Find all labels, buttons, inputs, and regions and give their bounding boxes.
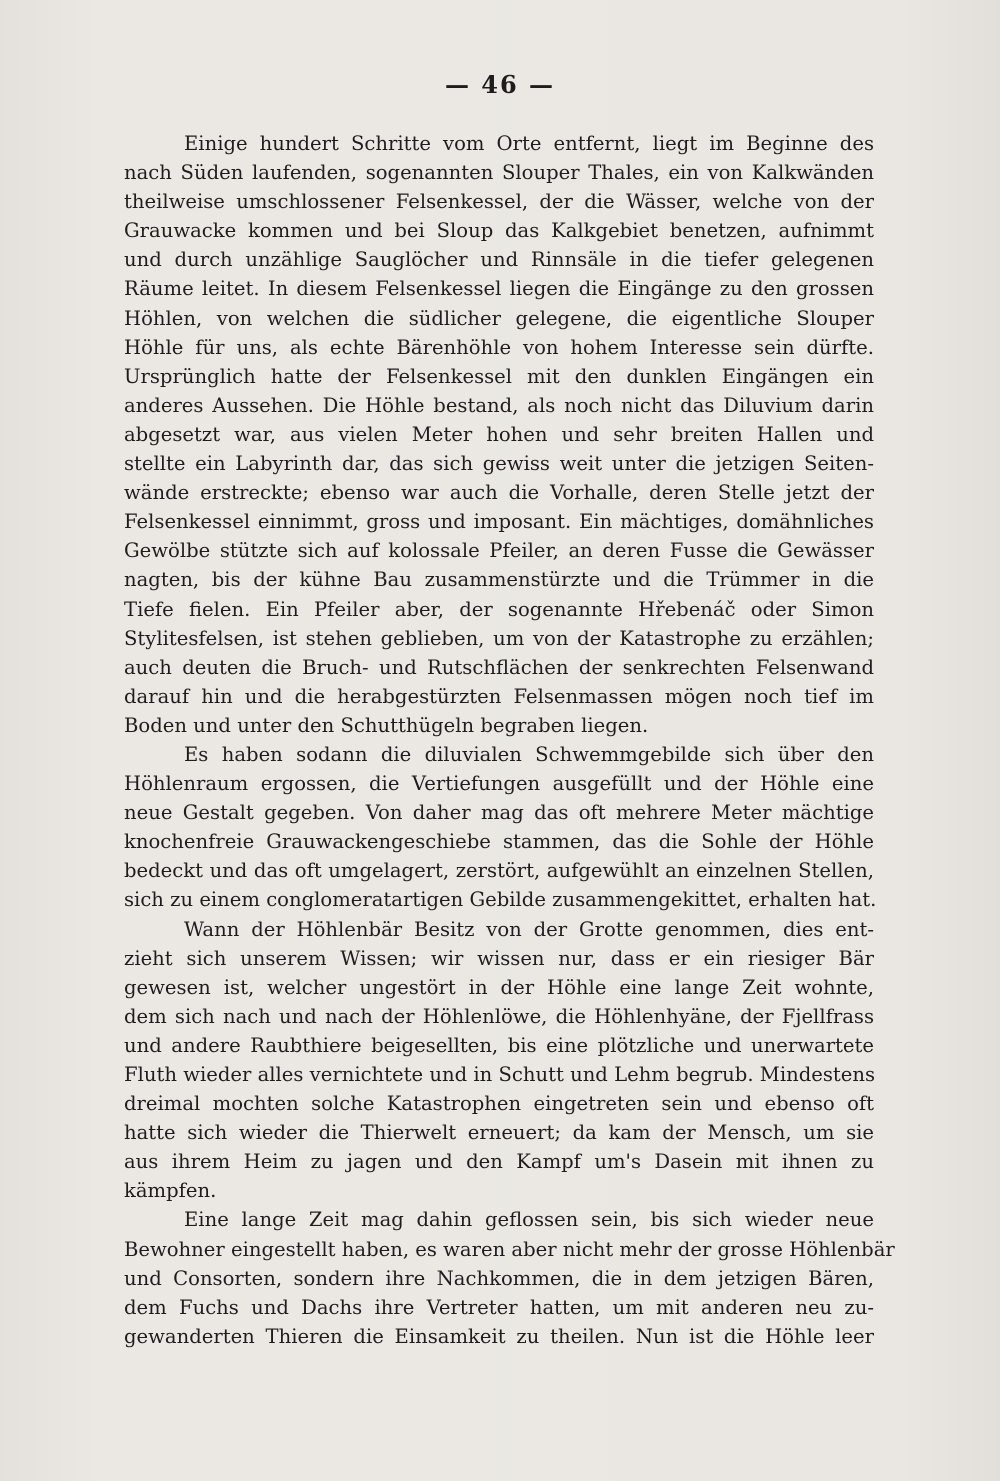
text-line: Eine lange Zeit mag dahin geflossen sein, bis sich wieder neue [184, 1208, 874, 1232]
text-line: wände erstreckte; ebenso war auch die Vorhalle, deren Stelle jetzt der [124, 481, 874, 505]
page-number: — 46 — [444, 70, 556, 99]
text-line: Tiefe fielen. Ein Pfeiler aber, der sogenannte Hřebenáč oder Simon [124, 597, 874, 621]
text-line: Gewölbe stützte sich auf kolossale Pfeiler, an deren Fusse die Gewässer [124, 539, 874, 563]
bleed-through-mark [620, 1350, 840, 1372]
paragraph [124, 740, 877, 915]
text-line: Grauwacke kommen und bei Sloup das Kalkgebiet benetzen, aufnimmt [124, 219, 874, 243]
text-line: Bewohner eingestellt haben, es waren aber nicht mehr der grosse Höhlenbär [124, 1237, 895, 1261]
text-line: gewesen ist, welcher ungestört in der Höhle eine lange Zeit wohnte, [124, 975, 874, 999]
text-line: nach Süden laufenden, sogenannten Slouper Thales, ein von Kalkwänden [124, 161, 874, 185]
text-line: theilweise umschlossener Felsenkessel, der die Wässer, welche von der [124, 190, 874, 214]
text-line: und andere Raubthiere beigesellten, bis eine plötzliche und unerwartete [124, 1033, 874, 1057]
text-line: Es haben sodann die diluvialen Schwemmgebilde sich über den [184, 742, 874, 766]
paragraph [124, 129, 874, 740]
text-line: nagten, bis der kühne Bau zusammenstürzte und die Trümmer in die [124, 568, 874, 592]
text-line: abgesetzt war, aus vielen Meter hohen und sehr breiten Hallen und [124, 422, 874, 446]
text-line: Boden und unter den Schutthügeln begraben liegen. [124, 713, 649, 737]
text-line: Räume leitet. In diesem Felsenkessel liegen die Eingänge zu den grossen [124, 277, 874, 301]
text-line: Felsenkessel einnimmt, gross und imposant. Ein mächtiges, domähnliches [124, 510, 874, 534]
text-line: Stylitesfelsen, ist stehen geblieben, um von der Katastrophe zu erzählen; [124, 626, 874, 650]
text-line: knochenfreie Grauwackengeschiebe stammen, das die Sohle der Höhle [124, 830, 874, 854]
text-line: dem Fuchs und Dachs ihre Vertreter hatten, um mit anderen neu zu- [124, 1295, 874, 1319]
text-line: neue Gestalt gegeben. Von daher mag das oft mehrere Meter mächtige [124, 801, 874, 825]
text-line: Wann der Höhlenbär Besitz von der Grotte genommen, dies ent- [184, 917, 874, 941]
text-line: sich zu einem conglomeratartigen Gebilde zusammengekittet, erhalten hat. [124, 888, 877, 912]
text-line: und Consorten, sondern ihre Nachkommen, die in dem jetzigen Bären, [124, 1266, 874, 1290]
text-line: bedeckt und das oft umgelagert, zerstört, aufgewühlt an einzelnen Stellen, [124, 859, 874, 883]
text-line: auch deuten die Bruch- und Rutschflächen der senkrechten Felsenwand [124, 655, 874, 679]
text-line: stellte ein Labyrinth dar, das sich gewiss weit unter die jetzigen Seiten- [124, 452, 874, 476]
body-text [124, 129, 895, 1351]
text-line: Höhle für uns, als echte Bärenhöhle von hohem Interesse sein dürfte. [124, 335, 874, 359]
text-line: darauf hin und die herabgestürzten Felsenmassen mögen noch tief im [124, 684, 874, 708]
text-line: Höhlenraum ergossen, die Vertiefungen ausgefüllt und der Höhle eine [124, 772, 874, 796]
text-line: dem sich nach und nach der Höhlenlöwe, die Höhlenhyäne, der Fjellfrass [124, 1004, 874, 1028]
text-line: Einige hundert Schritte vom Orte entfernt, liegt im Beginne des [184, 132, 874, 155]
text-line: Fluth wieder alles vernichtete und in Schutt und Lehm begrub. Mindestens [124, 1063, 876, 1086]
text-line: Ursprünglich hatte der Felsenkessel mit den dunklen Eingängen ein [124, 364, 874, 388]
text-line: aus ihrem Heim zu jagen und den Kampf um's Dasein mit ihnen zu [124, 1150, 874, 1174]
text-line: dreimal mochten solche Katastrophen eingetreten sein und ebenso oft [124, 1092, 874, 1116]
text-line: gewanderten Thieren die Einsamkeit zu theilen. Nun ist die Höhle leer [124, 1324, 874, 1348]
text-line: und durch unzählige Sauglöcher und Rinnsäle in die tiefer gelegenen [124, 248, 874, 272]
text-line: zieht sich unserem Wissen; wir wissen nur, dass er ein riesiger Bär [124, 946, 874, 970]
text-line: hatte sich wieder die Thierwelt erneuert; da kam der Mensch, um sie [124, 1121, 874, 1145]
text-line: anderes Aussehen. Die Höhle bestand, als noch nicht das Diluvium darin [124, 393, 874, 417]
text-line: Höhlen, von welchen die südlicher gelegene, die eigentliche Slouper [124, 306, 874, 330]
paragraph [124, 1205, 895, 1350]
paragraph [124, 915, 874, 1206]
text-line: kämpfen. [124, 1179, 217, 1203]
